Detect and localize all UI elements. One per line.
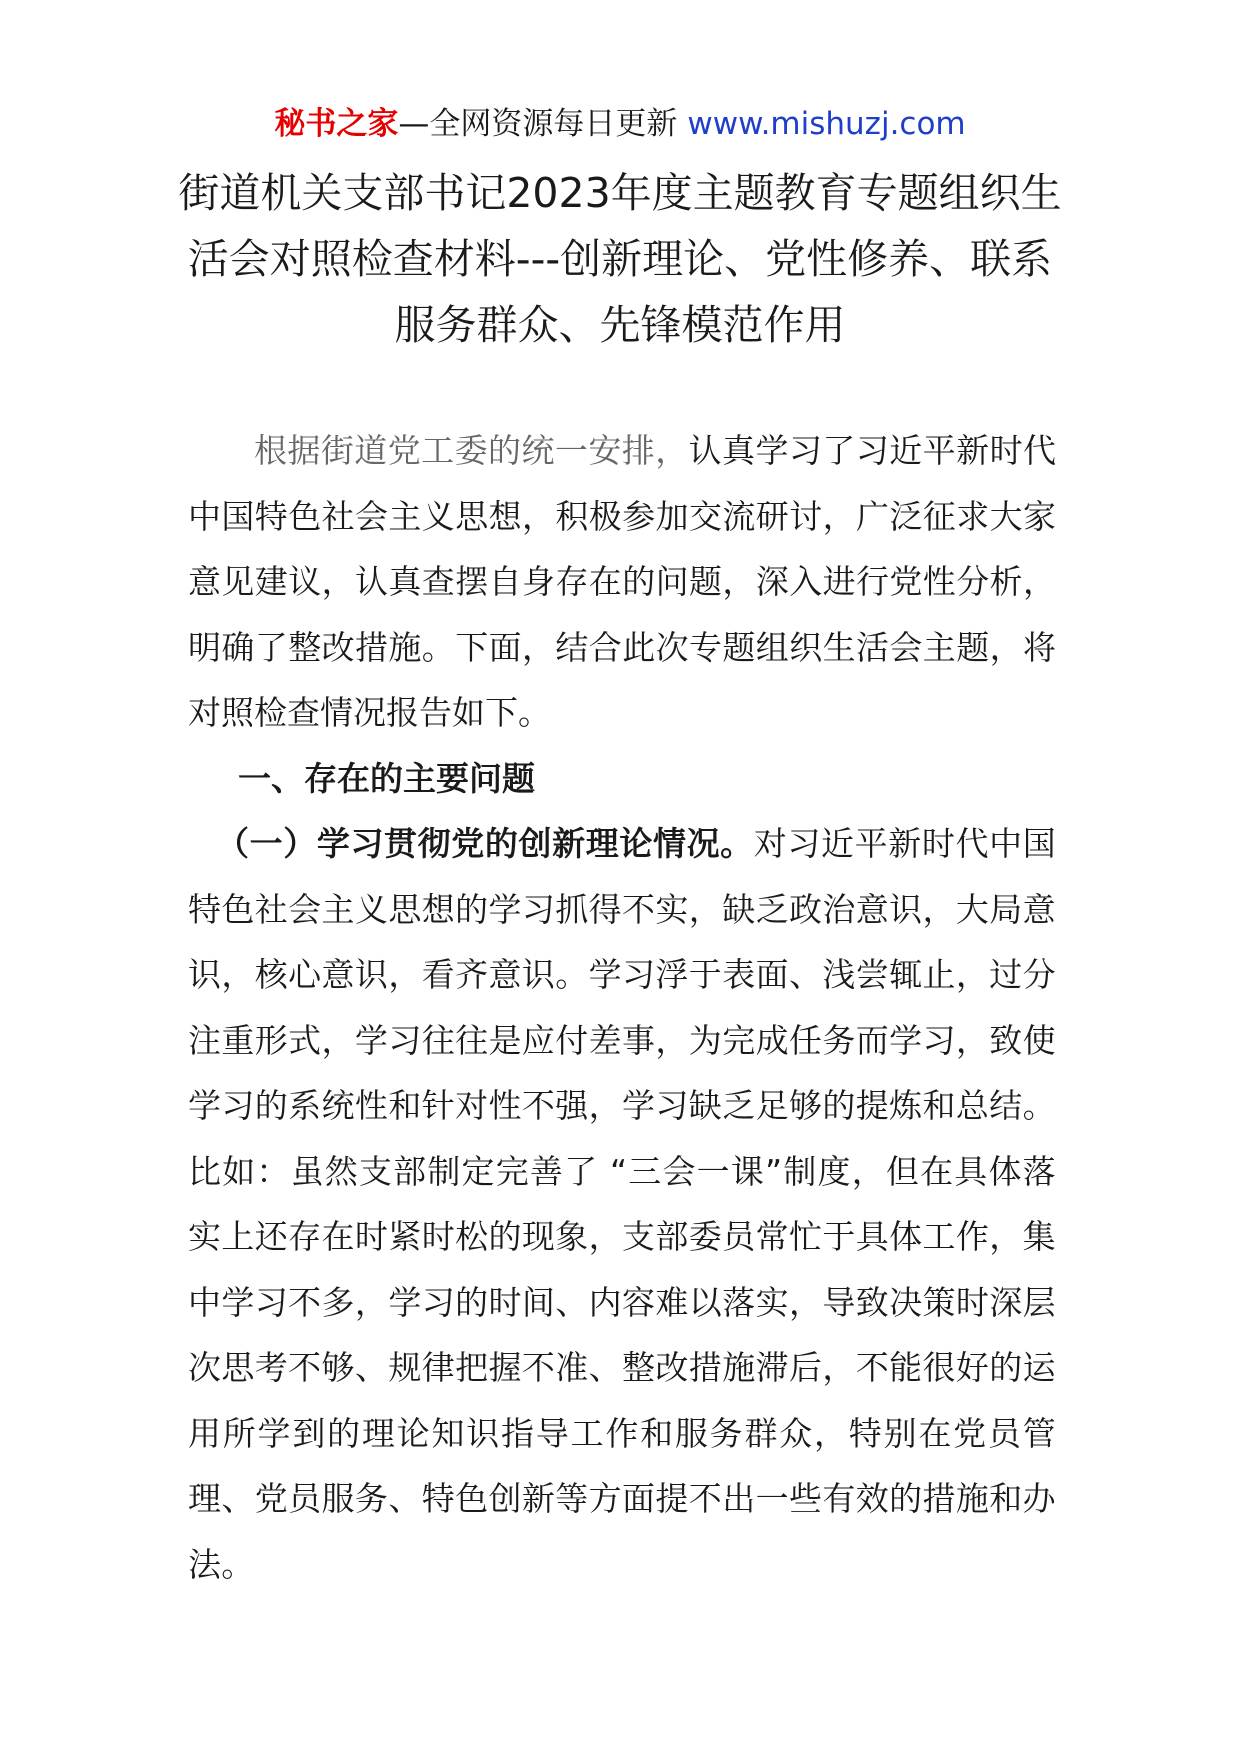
intro-paragraph	[188, 418, 1056, 746]
subsection-1-paragraph	[188, 811, 1056, 1597]
intro-rest-text: 认真学习了习近平新时代中国特色社会主义思想，积极参加交流研讨，广泛征求大家意见建议，认真查摆自身存在的问题，深入进行党性分析，明确了整改措施。下面，结合此次专题组织生活会主题，将对照检查情况报告如下。	[188, 431, 1057, 732]
intro-lead-text: 根据街道党工委的统一安排，	[254, 431, 689, 470]
site-url-link[interactable]: www.mishuzj.com	[687, 106, 966, 142]
section-heading-1: 一、存在的主要问题	[238, 758, 535, 798]
subsection-1-text: 对习近平新时代中国特色社会主义思想的学习抓得不实，缺乏政治意识，大局意识，核心意识，看齐意识。学习浮于表面、浅尝辄止，过分注重形式，学习往往是应付差事，为完成任务而学习，致使学习的系统性和针对性不强，学习缺乏足够的提炼和总结。比如：虽然支部制定完善了 “三会一课”制度，但在具体落实上还存在时紧时松的现象，支部委员常忙于具体工作，集中学习不多，学习的时间、内容难以落实，导致决策时深层次思考不够、规律把握不准、整改措施滞后，不能很好的运用所学到的理论知识指导工作和服务群众，特别在党员管理、党员服务、特色创新等方面提不出一些有效的措施和办法。	[188, 824, 1056, 1584]
subsection-1-heading: （一）学习贯彻党的创新理论情况。	[216, 824, 754, 863]
header-tagline: —全网资源每日更新	[398, 106, 678, 142]
brand-name: 秘书之家	[274, 106, 399, 142]
document-body	[188, 418, 1056, 1597]
document-title: 街道机关支部书记2023年度主题教育专题组织生活会对照检查材料---创新理论、党性修养、联系服务群众、先锋模范作用	[178, 169, 1062, 349]
site-header-banner	[0, 100, 1240, 148]
